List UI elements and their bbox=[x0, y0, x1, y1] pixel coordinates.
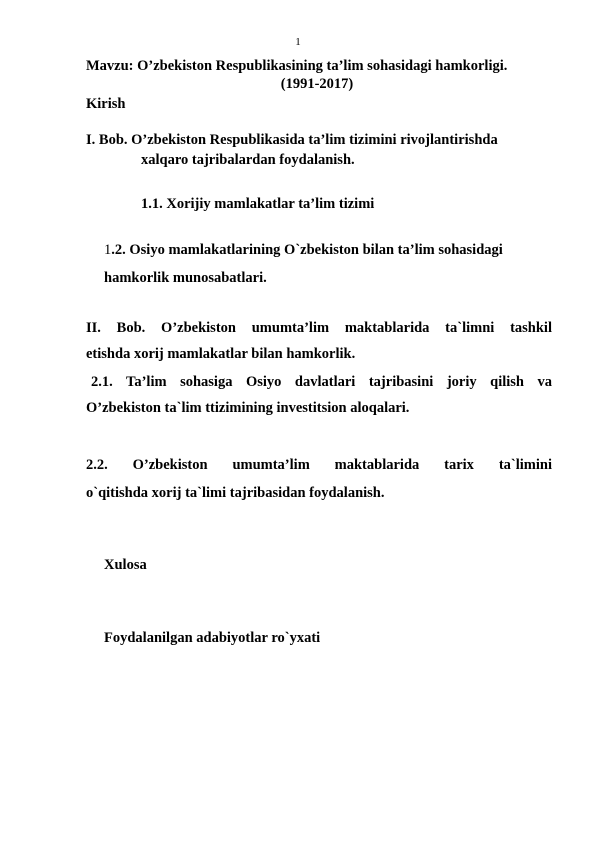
section-1-2-number: 1 bbox=[104, 242, 112, 258]
section-2-2-line-2: o`qitishda xorij ta`limi tajribasidan foydalanish. bbox=[86, 485, 385, 501]
page-number: 1 bbox=[295, 36, 301, 48]
chapter-1-title-line-1: I. Bob. O’zbekiston Respublikasida ta’lim tizimini rivojlantirishda bbox=[86, 132, 498, 148]
chapter-2-title-line-1: II. Bob. O’zbekiston umumta’lim maktablarida ta`limni tashkil bbox=[86, 320, 552, 336]
section-1-2-title: .2. Osiyo mamlakatlarining O`zbekiston bilan ta’lim sohasidagi bbox=[111, 242, 503, 258]
chapter-2-title-line-2: etishda xorij mamlakatlar bilan hamkorlik. bbox=[86, 346, 356, 362]
section-2-1-line-1: 2.1. Ta’lim sohasiga Osiyo davlatlari tajribasini joriy qilish va bbox=[91, 374, 552, 390]
intro-heading: Kirish bbox=[86, 96, 126, 112]
section-1-2-line-1 bbox=[104, 242, 552, 259]
chapter-1-title-line-2: xalqaro tajribalardan foydalanish. bbox=[141, 152, 355, 168]
section-2-1-line-2: O’zbekiston ta`lim ttizimining investitsion aloqalari. bbox=[86, 400, 410, 416]
topic-years: (1991-2017) bbox=[280, 76, 354, 92]
section-1-2-line-2: hamkorlik munosabatlari. bbox=[104, 270, 267, 286]
section-2-2-line-1: 2.2. O’zbekiston umumta’lim maktablarida tarix ta`limini bbox=[86, 457, 552, 473]
topic-line-1: Mavzu: O’zbekiston Respublikasining ta’lim sohasidagi hamkorligi. bbox=[86, 58, 508, 74]
conclusion-heading: Xulosa bbox=[104, 557, 147, 573]
section-1-1: 1.1. Xorijiy mamlakatlar ta’lim tizimi bbox=[141, 196, 375, 212]
references-heading: Foydalanilgan adabiyotlar ro`yxati bbox=[104, 630, 321, 646]
